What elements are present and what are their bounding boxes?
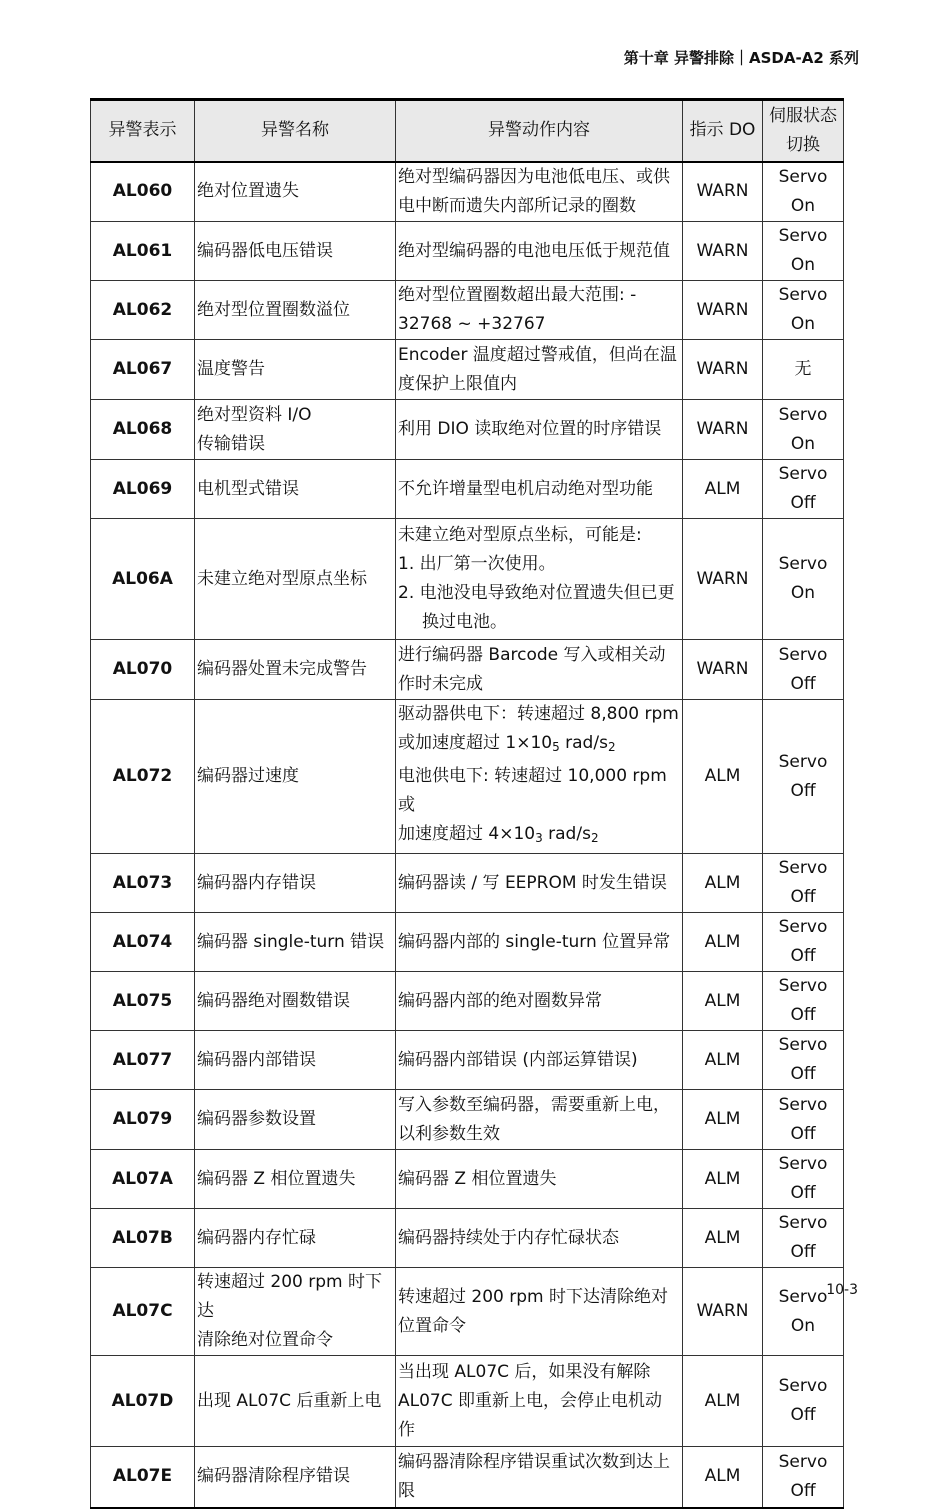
indicator-do: ALM <box>683 1356 763 1447</box>
alarm-code: AL069 <box>91 460 195 519</box>
alarm-name <box>195 281 396 340</box>
indicator-do: WARN <box>683 640 763 700</box>
alarm-action <box>396 460 683 519</box>
col-header-code: 异警表示 <box>91 100 195 162</box>
servo-state: Servo On <box>763 222 844 281</box>
indicator-do: WARN <box>683 400 763 460</box>
alarm-name <box>195 1031 396 1090</box>
alarm-action-line: 利用 DIO 读取绝对位置的时序错误 <box>398 419 662 439</box>
alarm-action-line: 绝对型编码器因为电池低电压、或供 <box>398 166 670 187</box>
alarm-action-line: 绝对型位置圈数超出最大范围: - <box>398 285 637 305</box>
alarm-code: AL06A <box>91 519 195 640</box>
alarm-action-line: 编码器读 / 写 EEPROM 时发生错误 <box>398 872 667 893</box>
indicator-do: WARN <box>683 1268 763 1356</box>
alarm-code: AL07E <box>91 1447 195 1508</box>
alarm-name <box>195 222 396 281</box>
table-row <box>91 913 844 972</box>
col-header-action: 异警动作内容 <box>396 100 683 162</box>
servo-state: Servo Off <box>763 460 844 519</box>
alarm-action-line: 以利参数生效 <box>398 1123 500 1144</box>
indicator-do: ALM <box>683 1150 763 1209</box>
indicator-do: ALM <box>683 1031 763 1090</box>
servo-state: Servo Off <box>763 1447 844 1508</box>
alarm-name <box>195 640 396 700</box>
servo-state: Servo On <box>763 1268 844 1356</box>
alarm-code: AL060 <box>91 162 195 222</box>
alarm-action <box>396 854 683 913</box>
table-row <box>91 1356 844 1447</box>
table-row <box>91 640 844 700</box>
alarm-action <box>396 340 683 400</box>
alarm-action-line: 转速超过 200 rpm 时下达清除绝对 <box>398 1286 668 1307</box>
alarm-action-line: Encoder 温度超过警戒值，但尚在温 <box>398 344 677 365</box>
servo-state: Servo On <box>763 400 844 460</box>
alarm-code: AL067 <box>91 340 195 400</box>
table-row <box>91 1150 844 1209</box>
page-header: 第十章 异警排除｜ASDA-A2 系列 <box>623 49 859 67</box>
alarm-code: AL068 <box>91 400 195 460</box>
alarm-code: AL074 <box>91 913 195 972</box>
alarm-name-line: 清除绝对位置命令 <box>197 1330 333 1350</box>
alarm-name <box>195 1150 396 1209</box>
servo-state: Servo Off <box>763 854 844 913</box>
alarm-name <box>195 519 396 640</box>
alarm-action-line <box>398 820 680 853</box>
alarm-code: AL073 <box>91 854 195 913</box>
alarm-name <box>195 340 396 400</box>
alarm-name <box>195 1447 396 1508</box>
table-row <box>91 340 844 400</box>
alarm-name-line: 编码器 single-turn 错误 <box>197 931 385 952</box>
alarm-action-line: 编码器内部错误 (内部运算错误) <box>398 1049 638 1070</box>
alarm-action-line: 当出现 AL07C 后，如果没有解除 <box>398 1361 651 1382</box>
table-row <box>91 854 844 913</box>
servo-state: Servo Off <box>763 640 844 700</box>
alarm-action-line: 写入参数至编码器，需要重新上电， <box>398 1094 670 1115</box>
table-row <box>91 1447 844 1508</box>
alarm-action <box>396 972 683 1031</box>
indicator-do: WARN <box>683 281 763 340</box>
accel-unit-power: 2 <box>590 831 599 845</box>
alarm-action <box>396 700 683 854</box>
alarm-action-line: 未建立绝对型原点坐标，可能是: <box>398 525 642 545</box>
alarm-action-line: 作 <box>398 1419 415 1440</box>
alarm-action-line: 编码器内部的绝对圈数异常 <box>398 990 602 1011</box>
table-row <box>91 281 844 340</box>
alarm-name-line: 编码器清除程序错误 <box>197 1466 350 1487</box>
alarm-name-line: 编码器低电压错误 <box>197 240 333 261</box>
alarm-name <box>195 1209 396 1268</box>
alarm-name-line: 编码器 Z 相位置遗失 <box>197 1168 356 1189</box>
accel-exponent: 5 <box>552 740 560 754</box>
alarm-action <box>396 281 683 340</box>
servo-state: 无 <box>763 340 844 400</box>
alarm-name <box>195 460 396 519</box>
accel-text: 或加速度超过 1×10 <box>398 733 553 753</box>
indicator-do: ALM <box>683 854 763 913</box>
alarm-table-body <box>91 162 844 1508</box>
alarm-code: AL061 <box>91 222 195 281</box>
accel-unit: rad/s <box>559 733 608 753</box>
servo-state: Servo Off <box>763 1209 844 1268</box>
alarm-code: AL077 <box>91 1031 195 1090</box>
indicator-do: ALM <box>683 460 763 519</box>
indicator-do: ALM <box>683 700 763 854</box>
alarm-name-line: 绝对位置遗失 <box>197 181 299 202</box>
alarm-name-line: 未建立绝对型原点坐标 <box>197 568 367 589</box>
alarm-action-line: 电中断而遗失内部所记录的圈数 <box>398 195 636 216</box>
alarm-table <box>90 98 844 1509</box>
table-row <box>91 400 844 460</box>
alarm-name-line: 绝对型位置圈数溢位 <box>197 299 350 320</box>
alarm-action <box>396 1356 683 1447</box>
alarm-name <box>195 400 396 460</box>
alarm-name <box>195 1090 396 1150</box>
table-row <box>91 1031 844 1090</box>
alarm-name-line: 编码器内存错误 <box>197 872 316 893</box>
indicator-do: ALM <box>683 913 763 972</box>
alarm-code: AL079 <box>91 1090 195 1150</box>
indicator-do: WARN <box>683 519 763 640</box>
alarm-action-line: 度保护上限值内 <box>398 373 517 394</box>
indicator-do: WARN <box>683 222 763 281</box>
alarm-action-line: AL07C 即重新上电，会停止电机动 <box>398 1390 663 1411</box>
alarm-code: AL07A <box>91 1150 195 1209</box>
accel-unit: rad/s <box>542 824 591 844</box>
alarm-action-line: 编码器内部的 single-turn 位置异常 <box>398 931 671 952</box>
table-row <box>91 222 844 281</box>
alarm-name-line: 编码器参数设置 <box>197 1109 316 1129</box>
alarm-action-line <box>398 729 680 762</box>
table-row <box>91 1209 844 1268</box>
alarm-action-line: 编码器持续处于内存忙碌状态 <box>398 1227 619 1248</box>
accel-unit-power: 2 <box>607 740 616 754</box>
servo-state: Servo Off <box>763 1090 844 1150</box>
alarm-action-line: 编码器 Z 相位置遗失 <box>398 1168 557 1189</box>
alarm-name-line: 编码器内部错误 <box>197 1049 316 1070</box>
alarm-name <box>195 162 396 222</box>
alarm-name-line: 温度警告 <box>197 359 265 379</box>
alarm-name-line: 绝对型资料 I/O <box>197 404 312 425</box>
alarm-action <box>396 1090 683 1150</box>
alarm-action <box>396 1150 683 1209</box>
indicator-do: ALM <box>683 1447 763 1508</box>
table-row <box>91 519 844 640</box>
alarm-action-list-item: 2. 电池没电导致绝对位置遗失但已更换过电池。 <box>398 583 675 632</box>
table-row <box>91 460 844 519</box>
alarm-name <box>195 913 396 972</box>
alarm-name-line: 传输错误 <box>197 433 265 454</box>
alarm-code: AL075 <box>91 972 195 1031</box>
alarm-code: AL070 <box>91 640 195 700</box>
alarm-action <box>396 913 683 972</box>
col-header-do: 指示 DO <box>683 100 763 162</box>
alarm-name-line: 编码器过速度 <box>197 766 299 786</box>
col-header-name: 异警名称 <box>195 100 396 162</box>
alarm-name-line: 编码器绝对圈数错误 <box>197 990 350 1011</box>
alarm-name-line: 编码器处置未完成警告 <box>197 659 367 679</box>
page-number: 10-3 <box>826 1282 858 1298</box>
alarm-action-line: 驱动器供电下：转速超过 8,800 rpm <box>398 704 679 724</box>
alarm-name-line: 转速超过 200 rpm 时下达 <box>197 1272 382 1321</box>
table-row <box>91 162 844 222</box>
servo-state: Servo Off <box>763 972 844 1031</box>
servo-state: Servo On <box>763 162 844 222</box>
table-row <box>91 1090 844 1150</box>
alarm-table-header <box>91 100 844 162</box>
alarm-name <box>195 700 396 854</box>
alarm-action-line: 作时未完成 <box>398 673 483 694</box>
alarm-action-line: 32768 ~ +32767 <box>398 314 546 334</box>
indicator-do: ALM <box>683 972 763 1031</box>
indicator-do: WARN <box>683 340 763 400</box>
alarm-name-line: 编码器内存忙碌 <box>197 1227 316 1248</box>
servo-state: Servo Off <box>763 913 844 972</box>
table-row <box>91 1268 844 1356</box>
alarm-name <box>195 972 396 1031</box>
alarm-action-line: 不允许增量型电机启动绝对型功能 <box>398 478 653 499</box>
servo-state: Servo Off <box>763 700 844 854</box>
alarm-code: AL07D <box>91 1356 195 1447</box>
alarm-action <box>396 519 683 640</box>
alarm-name-line: 电机型式错误 <box>197 478 299 499</box>
table-row <box>91 700 844 854</box>
alarm-action <box>396 1268 683 1356</box>
accel-exponent: 3 <box>535 831 543 845</box>
alarm-name <box>195 854 396 913</box>
servo-state: Servo On <box>763 519 844 640</box>
alarm-action <box>396 1447 683 1508</box>
alarm-name <box>195 1268 396 1356</box>
alarm-action-list-item: 1. 出厂第一次使用。 <box>398 554 556 574</box>
alarm-action <box>396 162 683 222</box>
servo-state: Servo Off <box>763 1031 844 1090</box>
accel-text: 加速度超过 4×10 <box>398 824 536 844</box>
alarm-action-line: 电池供电下: 转速超过 10,000 rpm 或 <box>398 766 667 815</box>
alarm-action <box>396 400 683 460</box>
alarm-action <box>396 222 683 281</box>
indicator-do: ALM <box>683 1090 763 1150</box>
alarm-code: AL07C <box>91 1268 195 1356</box>
indicator-do: WARN <box>683 162 763 222</box>
alarm-name-line: 出现 AL07C 后重新上电 <box>197 1390 382 1411</box>
servo-state: Servo Off <box>763 1150 844 1209</box>
col-header-servo: 伺服状态切换 <box>763 100 844 162</box>
alarm-action-line: 位置命令 <box>398 1315 466 1336</box>
alarm-action <box>396 1209 683 1268</box>
alarm-action-line: 限 <box>398 1480 415 1501</box>
servo-state: Servo Off <box>763 1356 844 1447</box>
table-row <box>91 972 844 1031</box>
alarm-action-line: 绝对型编码器的电池电压低于规范值 <box>398 240 670 261</box>
indicator-do: ALM <box>683 1209 763 1268</box>
alarm-code: AL062 <box>91 281 195 340</box>
servo-state: Servo On <box>763 281 844 340</box>
alarm-action-line: 进行编码器 Barcode 写入或相关动 <box>398 644 666 665</box>
alarm-code: AL07B <box>91 1209 195 1268</box>
alarm-action <box>396 640 683 700</box>
alarm-code: AL072 <box>91 700 195 854</box>
alarm-action <box>396 1031 683 1090</box>
alarm-name <box>195 1356 396 1447</box>
alarm-action-line: 编码器清除程序错误重试次数到达上 <box>398 1451 670 1472</box>
